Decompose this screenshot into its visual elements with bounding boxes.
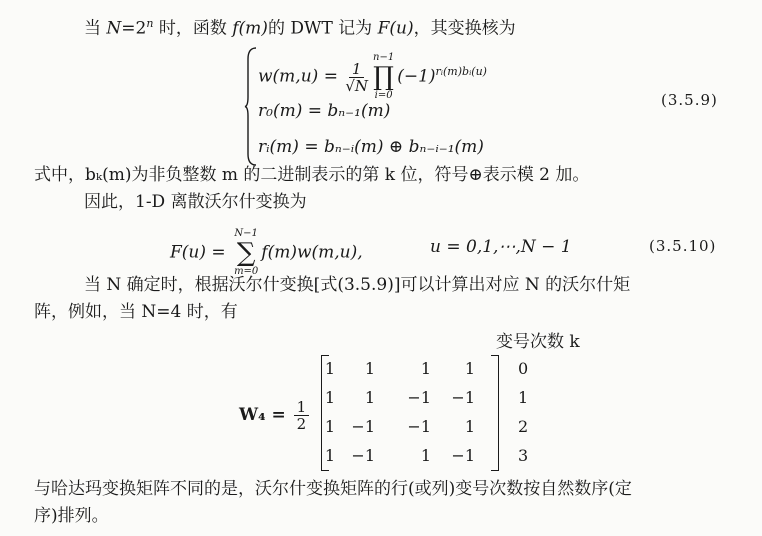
paragraph-therefore: 因此，1-D 离散沃尔什变换为 bbox=[84, 192, 307, 212]
sequency-header: 变号次数 k bbox=[496, 332, 580, 352]
matrix-cell: 1 bbox=[324, 417, 335, 436]
matrix-cell: −1 bbox=[351, 446, 375, 465]
equation-number-359: (3.5.9) bbox=[661, 91, 718, 109]
matrix-cell: 1 bbox=[324, 388, 335, 407]
sequency-value: 3 bbox=[518, 446, 529, 465]
matrix-cell: −1 bbox=[451, 388, 475, 407]
matrix-right-bracket bbox=[491, 355, 499, 471]
eq-walsh-condition: u = 0,1,⋯,N − 1 bbox=[430, 237, 572, 257]
paragraph-definition: 式中，bₖ(m)为非负整数 m 的二进制表示的第 k 位，符号⊕表示模 2 加。 bbox=[34, 165, 590, 185]
matrix-cell: −1 bbox=[407, 417, 431, 436]
matrix-cell: 1 bbox=[324, 446, 335, 465]
matrix-cell: 1 bbox=[420, 446, 431, 465]
sequency-value: 1 bbox=[518, 388, 529, 407]
matrix-cell: −1 bbox=[451, 446, 475, 465]
sequency-value: 0 bbox=[518, 359, 529, 378]
paragraph-conclusion-line2: 序)排列。 bbox=[34, 506, 109, 526]
matrix-cell: 1 bbox=[464, 359, 475, 378]
matrix-cell: 1 bbox=[324, 359, 335, 378]
paragraph-conclusion-line1: 与哈达玛变换矩阵不同的是，沃尔什变换矩阵的行(或列)变号次数按自然数序(定 bbox=[34, 479, 632, 499]
fraction: $\frac{1}{2}$ bbox=[294, 399, 310, 432]
product-symbol: n−1 ∏ i=0 bbox=[373, 52, 395, 101]
sequency-value: 2 bbox=[518, 417, 529, 436]
walsh-matrix bbox=[321, 355, 499, 469]
sum-symbol: N−1 ∑ m=0 bbox=[234, 228, 259, 277]
eq-walsh-transform: F(u) = N−1 ∑ m=0 f(m)w(m,u), bbox=[170, 228, 363, 277]
eq-kernel-line2: r₀(m) = bₙ₋₁(m) bbox=[258, 101, 391, 121]
matrix-lhs: W₄ = $\frac{1}{2}$ bbox=[239, 399, 311, 432]
matrix-cell: 1 bbox=[364, 388, 375, 407]
left-brace bbox=[244, 47, 258, 166]
matrix-cell: 1 bbox=[420, 359, 431, 378]
fraction: $\frac{1}{√N}$ bbox=[345, 59, 369, 95]
eq-kernel-line3: rᵢ(m) = bₙ₋ᵢ(m) ⊕ bₙ₋ᵢ₋₁(m) bbox=[258, 137, 484, 157]
paragraph-intro: 当 $N=2^n$ 时，函数 f(m)的 DWT 记为 F(u)，其变换核为 bbox=[84, 17, 516, 39]
matrix-cell: 1 bbox=[364, 359, 375, 378]
paragraph-example-line2: 阵，例如，当 N=4 时，有 bbox=[34, 302, 238, 322]
matrix-cell: 1 bbox=[464, 417, 475, 436]
paragraph-example-line1: 当 N 确定时，根据沃尔什变换[式(3.5.9)]可以计算出对应 N 的沃尔什矩 bbox=[84, 275, 631, 295]
eq-kernel-line1: w(m,u) = $\frac{1}{√N}$ n−1 ∏ i=0 $(-1)^{rᵢ(m)bᵢ(u)}$ bbox=[258, 52, 487, 101]
matrix-cell: −1 bbox=[407, 388, 431, 407]
matrix-cell: −1 bbox=[351, 417, 375, 436]
equation-number-3510: (3.5.10) bbox=[649, 237, 717, 255]
